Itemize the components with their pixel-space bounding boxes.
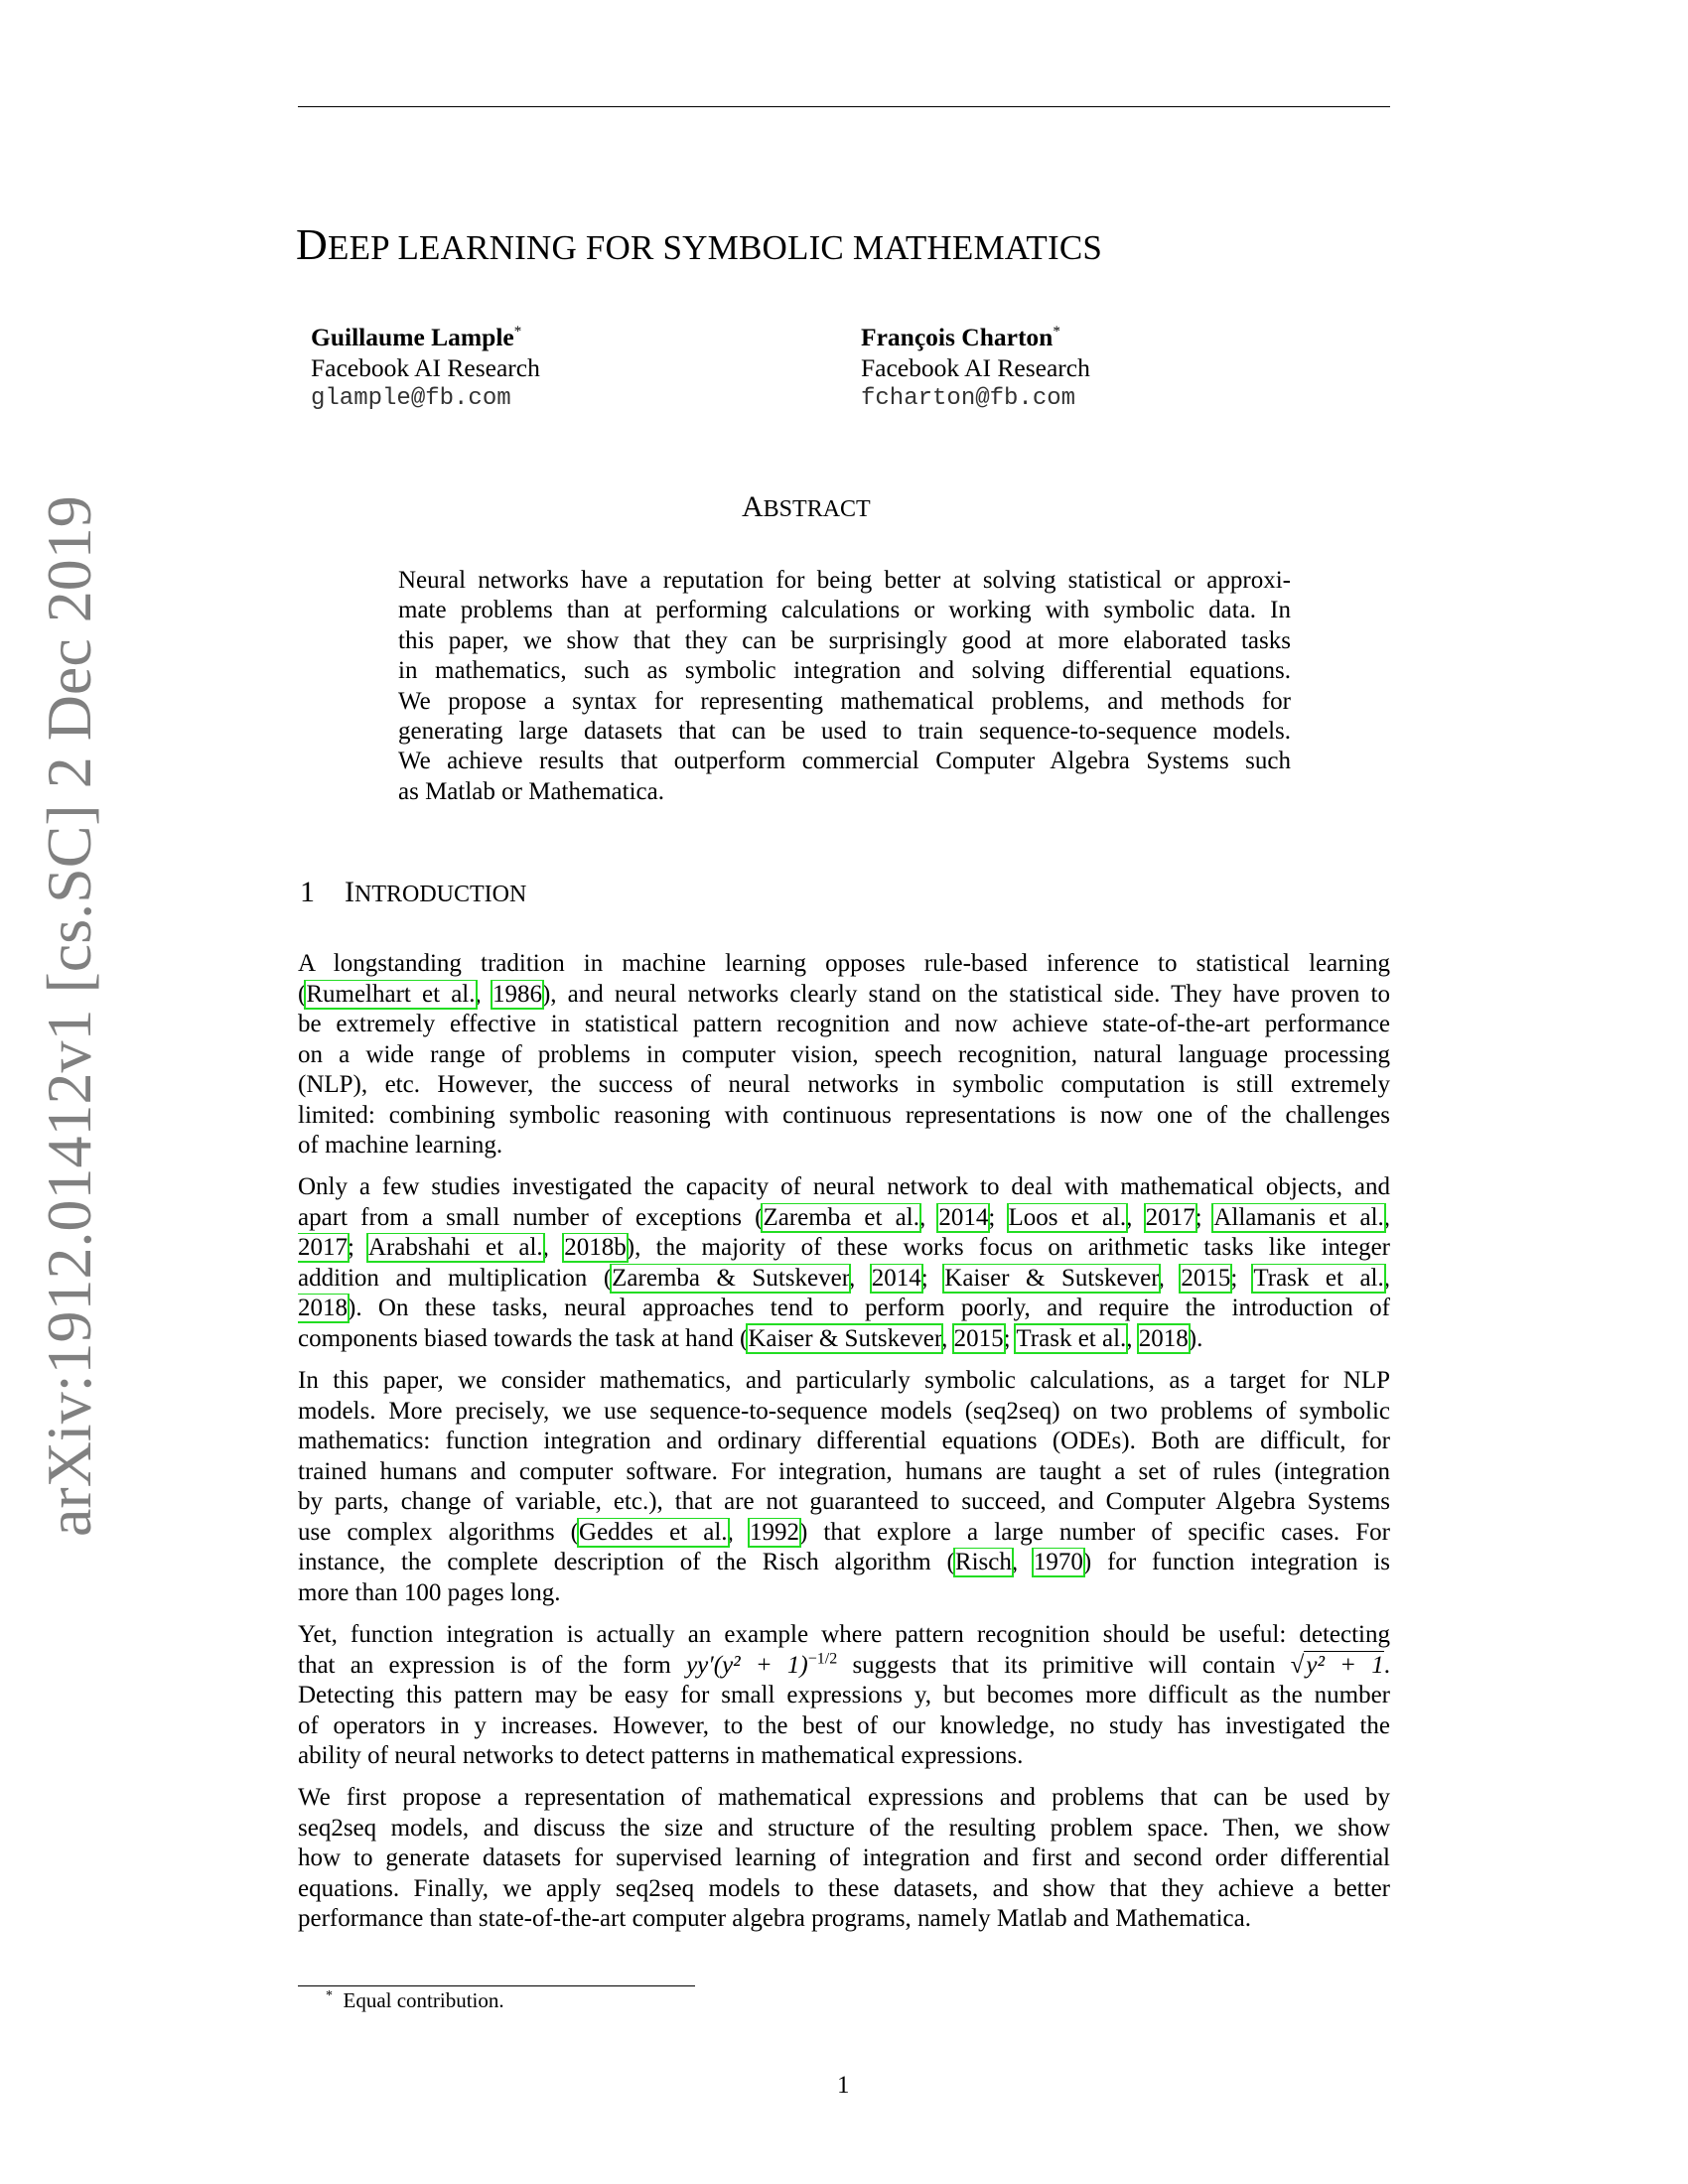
paragraph-4-line: ability of neural networks to detect patterns in mathematical expressions. [298,1742,1024,1769]
abstract-heading [742,490,871,526]
paragraph-2-line: components biased towards the task at hand (Kaiser & Sutskever, 2015; Trask et al., 2018). [298,1324,1203,1352]
footnote-mark: * [326,1988,333,2003]
abstract-heading-initial: A [742,490,764,523]
paragraph-5-line: seq2seq models, and discuss the size and structure of the resulting problem space. Then, we show [298,1814,1390,1842]
paragraph-5-line: equations. Finally, we apply seq2seq models to these datasets, and show that they achieve a better [298,1874,1390,1902]
citation-link[interactable]: Risch [954,1549,1012,1575]
paragraph-1-line: limited: combining symbolic reasoning with continuous representations is now one of the challenges [298,1101,1390,1129]
abstract-line: Neural networks have a reputation for being better at solving statistical or approxi- [398,567,1291,594]
math-exponent: −1/2 [807,1650,838,1668]
citation-link[interactable]: 2018 [1138,1324,1189,1352]
author-email[interactable]: glample@fb.com [311,385,511,412]
paragraph-5-line: We first propose a representation of mathematical expressions and problems that can be used by [298,1784,1390,1811]
citation-link[interactable]: 2014 [938,1203,989,1231]
abstract-line: as Matlab or Mathematica. [398,777,664,805]
author-block-2 [861,317,1090,414]
paragraph-1-line: of machine learning. [298,1132,503,1159]
paragraph-3-line: more than 100 pages long. [298,1578,561,1606]
text: ), and neural networks clearly stand on the statistical side. They have proven to [541,980,1390,1008]
text: ). On these tasks, neural approaches tend to perform poorly, and require the introduction of [348,1295,1390,1321]
introduction-body [298,949,1390,1972]
citation-link[interactable]: Kaiser & Sutskever [944,1264,1159,1292]
text: use complex algorithms ( [298,1518,580,1546]
section-heading-introduction [300,876,526,911]
text: apart from a small number of exceptions ( [298,1203,764,1231]
abstract-line: mate problems than at performing calculations or working with symbolic data. In [398,597,1291,624]
paragraph-3-line: mathematics: function integration and ordinary differential equations (ODEs). Both are difficult, for [298,1428,1390,1454]
citation-link[interactable]: Kaiser & Sutskever [748,1324,942,1352]
author-name: Guillaume Lample [311,323,514,351]
paragraph-5-line: performance than state-of-the-art computer algebra programs, namely Matlab and Mathematica. [298,1905,1251,1932]
citation-link[interactable]: Loos et al. [1008,1203,1127,1231]
citation-link[interactable]: 1992 [749,1518,799,1546]
paragraph-2-line: 2017; Arabshahi et al., 2018b), the majority of these works focus on arithmetic tasks like integer [298,1234,1390,1261]
section-title-rest: NTRODUCTION [354,882,527,907]
top-rule [298,106,1390,107]
citation-link[interactable]: Rumelhart et al. [306,980,476,1008]
paragraph-1-line: A longstanding tradition in machine learning opposes rule-based inference to statistical learning [298,950,1390,977]
text: instance, the complete description of the Risch algorithm ( [298,1549,955,1575]
author-name: François Charton [861,323,1054,351]
text: . [1383,1651,1390,1679]
text: ) that explore a large number of specific cases. For [798,1518,1390,1546]
equal-contribution-mark[interactable]: * [513,324,522,340]
paragraph-2-line: Only a few studies investigated the capacity of neural network to deal with mathematical objects, and [298,1173,1390,1200]
text: ( [298,980,307,1008]
paper-title [296,220,1102,273]
paragraph-1-line: be extremely effective in statistical pattern recognition and now achieve state-of-the-art performance [298,1011,1390,1037]
abstract-line: this paper, we show that they can be surprisingly good at more elaborated tasks [398,626,1291,654]
text: components biased towards the task at hand ( [298,1324,749,1352]
citation-link[interactable]: Trask et al. [1016,1324,1127,1352]
abstract-line: We propose a syntax for representing mathematical problems, and methods for [398,687,1291,715]
paragraph-3-line: In this paper, we consider mathematics, and particularly symbolic calculations, as a target for NLP [298,1367,1390,1394]
citation-link[interactable]: 2017 [298,1234,348,1261]
footnote [326,1988,504,2013]
citation-link[interactable]: 1986 [492,980,542,1008]
text: ) for function integration is [1082,1549,1390,1575]
footnote-text: Equal contribution. [343,1988,504,2012]
abstract-line: We achieve results that outperform commercial Computer Algebra Systems such [398,748,1291,775]
citation-link[interactable]: Zaremba et al. [763,1203,919,1231]
citation-link[interactable]: Arabshahi et al. [367,1234,543,1261]
section-number: 1 [300,876,315,908]
abstract-line: in mathematics, such as symbolic integration and solving differential equations. [398,657,1291,685]
math-expression: yy′(y² + 1) [686,1651,808,1679]
paragraph-3-line: models. More precisely, we use sequence-to-sequence models (seq2seq) on two problems of symbolic [298,1397,1390,1425]
paragraph-3-line: by parts, change of variable, etc.), that are not guaranteed to succeed, and Computer Algebra Systems [298,1488,1390,1515]
paragraph-1-line: (NLP), etc. However, the success of neural networks in symbolic computation is still extremely [298,1071,1390,1098]
paragraph-4-line: of operators in y increases. However, to the best of our knowledge, no study has investigated the [298,1711,1390,1739]
text: addition and multiplication ( [298,1264,613,1292]
paragraph-4-line: Yet, function integration is actually an example where pattern recognition should be useful: detecting [298,1621,1390,1648]
abstract-line: generating large datasets that can be used to train sequence-to-sequence models. [398,718,1291,745]
math-expression: y² + 1 [1306,1651,1384,1679]
paragraph-4-line: Detecting this pattern may be easy for small expressions y, but becomes more difficult as the number [298,1682,1390,1708]
citation-link[interactable]: Zaremba & Sutskever [612,1264,850,1292]
title-rest: EEP LEARNING FOR SYMBOLIC MATHEMATICS [327,228,1103,267]
sqrt-icon: √ [1290,1651,1305,1679]
paragraph-1-line [298,980,1390,1010]
paragraph-2-line: apart from a small number of exceptions (Zaremba et al., 2014; Loos et al., 2017; Allamanis et al., [298,1203,1390,1231]
citation-link[interactable]: 2015 [953,1324,1004,1352]
citation-link[interactable]: 2014 [871,1264,921,1292]
abstract-body [398,566,1291,814]
abstract-heading-rest: BSTRACT [763,496,871,522]
title-initial: D [296,220,328,269]
citation-link[interactable]: 2017 [1145,1203,1196,1231]
paragraph-2-line: addition and multiplication (Zaremba & Sutskever, 2014; Kaiser & Sutskever, 2015; Trask et al., [298,1264,1390,1292]
citation-link[interactable]: 1970 [1033,1549,1083,1575]
footnote-rule [298,1985,695,1986]
equal-contribution-mark[interactable]: * [1053,324,1060,340]
text: , [475,980,492,1008]
citation-link[interactable]: 2018 [298,1295,348,1321]
text: that an expression is of the form [298,1651,687,1679]
paragraph-4-line [298,1651,1390,1681]
section-title-initial: I [345,876,354,908]
citation-link[interactable]: Allamanis et al. [1213,1203,1384,1231]
author-email[interactable]: fcharton@fb.com [861,385,1076,412]
citation-link[interactable]: 2015 [1181,1264,1231,1292]
author-affiliation: Facebook AI Research [861,353,1090,382]
author-affiliation: Facebook AI Research [311,353,540,382]
citation-link[interactable]: Geddes et al. [579,1518,728,1546]
paragraph-3-line: use complex algorithms (Geddes et al., 1992) that explore a large number of specific cases. For [298,1518,1390,1546]
page-number: 1 [837,2072,850,2099]
paragraph-2-line [298,1294,1390,1323]
paragraph-1-line: on a wide range of problems in computer vision, speech recognition, natural language processing [298,1040,1390,1068]
citation-link[interactable]: 2018b [564,1234,627,1261]
text: ). [1188,1324,1203,1352]
paragraph-3-line: trained humans and computer software. For integration, humans are taught a set of rules (integration [298,1457,1390,1485]
author-block-1 [311,317,540,414]
citation-link[interactable]: Trask et al. [1253,1264,1384,1292]
text: suggests that its primitive will contain [837,1651,1291,1679]
arxiv-identifier-stamp: arXiv:1912.01412v1 [cs.SC] 2 Dec 2019 [34,495,104,1537]
paragraph-3-line: instance, the complete description of the Risch algorithm (Risch, 1970) for function integration is [298,1549,1390,1575]
paragraph-5-line: how to generate datasets for supervised learning of integration and first and second order differential [298,1844,1390,1871]
text: ), the majority of these works focus on arithmetic tasks like integer [626,1234,1390,1261]
